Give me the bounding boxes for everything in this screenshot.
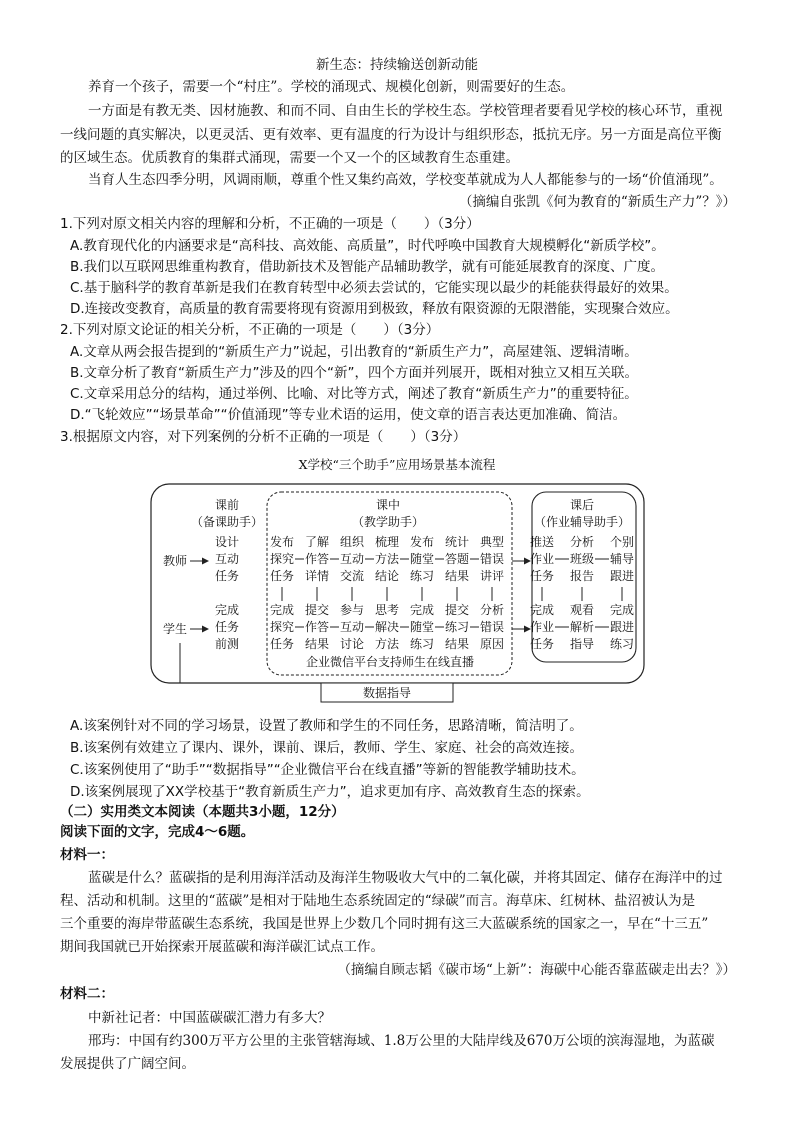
mid-student-col-2-line-1: 提交 <box>304 603 330 617</box>
question-2-option-d[interactable]: D.“飞轮效应”“场景革命”“价值涌现”等专业术语的运用，使文章的语言表达更加准确、简洁。 <box>70 407 627 423</box>
row-teacher-label: 教师 <box>162 554 188 568</box>
mid-teacher-col-7-line-2: 错误 <box>479 552 505 566</box>
material-1-line-2: 程、活动和机制。这里的“蓝碳”是相对于陆地生态系统固定的“绿碳”而言。海草床、红树林、盐沼被认为是 <box>60 893 696 909</box>
material-2-label: 材料二： <box>60 986 114 1002</box>
mid-student-col-4-line-3: 方法 <box>374 637 400 651</box>
mid-student-col-7-line-1: 分析 <box>479 603 505 617</box>
question-1-option-a[interactable]: A.教育现代化的内涵要求是“高科技、高效能、高质量”，时代呼唤中国教育大规模孵化“新质学校”。 <box>70 238 665 254</box>
paragraph-2-line-1: 一方面是有教无类、因材施教、和而不同、自由生长的学校生态。学校管理者要看见学校的核心环节，重视 <box>88 103 723 119</box>
mid-student-col-1-line-1: 完成 <box>269 603 295 617</box>
mid-student-col-1-line-3: 任务 <box>269 637 295 651</box>
mid-teacher-col-2-line-3: 详情 <box>304 569 330 583</box>
post-student-col-2-line-2: 解析 <box>569 620 595 634</box>
material-1-label: 材料一： <box>60 847 114 863</box>
mid-teacher-col-3-line-1: 组织 <box>339 535 365 549</box>
post-student-col-3-line-1: 完成 <box>609 603 635 617</box>
section-2-instruction: 阅读下面的文字，完成4～6题。 <box>60 824 255 840</box>
post-teacher-col-1-line-2: 作业 <box>529 552 555 566</box>
diagram-title: X学校“三个助手”应用场景基本流程 <box>298 457 496 472</box>
mid-teacher-col-1-line-3: 任务 <box>269 569 295 583</box>
mid-teacher-col-1-line-1: 发布 <box>269 535 295 549</box>
mid-student-col-5-line-1: 完成 <box>409 603 435 617</box>
post-teacher-col-3-line-2: 辅导 <box>609 552 635 566</box>
mid-student-col-2-line-3: 结果 <box>304 637 330 651</box>
mid-student-col-6-line-2: 练习 <box>444 620 470 634</box>
mid-teacher-col-5-line-2: 随堂 <box>409 552 435 566</box>
post-teacher-col-2-line-3: 报告 <box>569 569 595 583</box>
mid-student-col-4-line-2: 解决 <box>374 620 400 634</box>
mid-student-col-5-line-3: 练习 <box>409 637 435 651</box>
section-2-heading: （二）实用类文本阅读（本题共3小题，12分） <box>60 804 345 820</box>
mid-teacher-col-4-line-3: 结论 <box>374 569 400 583</box>
mid-student-col-3-line-2: 互动 <box>339 620 365 634</box>
question-3-stem: 3.根据原文内容，对下列案例的分析不正确的一项是（ ）（3分） <box>60 429 467 445</box>
flow-diagram <box>150 483 645 705</box>
mid-teacher-col-6-line-1: 统计 <box>444 535 470 549</box>
post-teacher-col-3-line-3: 跟进 <box>609 569 635 583</box>
material-2-line-1: 中新社记者：中国蓝碳碳汇潜力有多大？ <box>88 1010 331 1026</box>
mid-student-col-4-line-1: 思考 <box>374 603 400 617</box>
passage-source: （摘编自张凯《何为教育的“新质生产力”？》） <box>458 194 736 210</box>
post-teacher-col-1-line-1: 推送 <box>529 535 555 549</box>
mid-teacher-col-3-line-2: 互动 <box>339 552 365 566</box>
material-1-line-1: 蓝碳是什么？蓝碳指的是利用海洋活动及海洋生物吸收大气中的二氧化碳，并将其固定、储存在海洋中的过 <box>88 870 723 886</box>
question-2-option-b[interactable]: B.文章分析了教育“新质生产力”涉及的四个“新”，四个方面并列展开，既相对独立又相互关联。 <box>70 365 639 381</box>
question-1-option-b[interactable]: B.我们以互联网思维重构教育，借助新技术及智能产品辅助教学，就有可能延展教育的深度、广度。 <box>70 259 665 275</box>
paragraph-2-line-2: 一线问题的真实解决，以更灵活、更有效率、更有温度的行为设计与组织形态，抵抗无序。另一方面是高位平衡 <box>60 127 722 143</box>
passage-title: 新生态：持续输送创新动能 <box>316 57 478 73</box>
teacher-pre-2: 互动 <box>214 552 240 566</box>
mid-teacher-col-6-line-2: 答题 <box>444 552 470 566</box>
mid-teacher-col-7-line-3: 讲评 <box>479 569 505 583</box>
stage-pre-label: 课前 <box>214 498 240 512</box>
post-teacher-col-2-line-1: 分析 <box>569 535 595 549</box>
row-student-label: 学生 <box>162 622 188 636</box>
data-guidance-label: 数据指导 <box>362 686 412 700</box>
post-teacher-col-2-line-2: 班级 <box>569 552 595 566</box>
mid-teacher-col-6-line-3: 结果 <box>444 569 470 583</box>
mid-teacher-col-2-line-2: 作答 <box>304 552 330 566</box>
material-1-line-4: 期间我国就已开始探索开展蓝碳和海洋碳汇试点工作。 <box>60 939 384 955</box>
question-3-option-c[interactable]: C.该案例使用了“助手”“数据指导”“企业微信平台在线直播”等新的智能教学辅助技术。 <box>70 762 585 778</box>
stage-pre-sub: （备课助手） <box>190 515 264 529</box>
teacher-pre-1: 设计 <box>214 535 240 549</box>
mid-student-col-3-line-1: 参与 <box>339 603 365 617</box>
live-stream-label: 企业微信平台支持师生在线直播 <box>305 655 475 669</box>
post-student-col-1-line-3: 任务 <box>529 637 555 651</box>
question-3-option-b[interactable]: B.该案例有效建立了课内、课外，课前、课后，教师、学生、家庭、社会的高效连接。 <box>70 740 584 756</box>
material-2-line-2: 邢玙：中国有约300万平方公里的主张管辖海域、1.8万公里的大陆岸线及670万公顷的滨海湿地，为蓝碳 <box>88 1033 715 1049</box>
stage-mid-sub: （教学助手） <box>351 515 425 529</box>
material-1-line-3: 三个重要的海岸带蓝碳生态系统，我国是世界上少数几个同时拥有这三大蓝碳系统的国家之一，早在“十三五” <box>60 916 709 932</box>
mid-student-col-6-line-3: 结果 <box>444 637 470 651</box>
teacher-pre-3: 任务 <box>214 569 240 583</box>
question-1-option-c[interactable]: C.基于脑科学的教育革新是我们在教育转型中必须去尝试的，它能实现以最少的耗能获得最好的效果。 <box>70 280 678 296</box>
mid-student-col-2-line-2: 作答 <box>304 620 330 634</box>
student-pre-1: 完成 <box>214 603 240 617</box>
in-class-columns <box>270 534 504 651</box>
question-2-stem: 2.下列对原文论证的相关分析，不正确的一项是（ ）（3分） <box>60 322 440 338</box>
student-pre-2: 任务 <box>214 620 240 634</box>
stage-mid-label: 课中 <box>375 498 401 512</box>
mid-student-col-7-line-3: 原因 <box>479 637 505 651</box>
paragraph-3: 当育人生态四季分明，风调雨顺，尊重个性又集约高效，学校变革就成为人人都能参与的一场“价值涌现”。 <box>88 172 723 188</box>
post-student-col-3-line-2: 跟进 <box>609 620 635 634</box>
question-3-option-a[interactable]: A.该案例针对不同的学习场景，设置了教师和学生的不同任务，思路清晰，简洁明了。 <box>70 718 583 734</box>
post-teacher-col-3-line-1: 个别 <box>609 535 635 549</box>
mid-student-col-1-line-2: 探究 <box>269 620 295 634</box>
mid-student-col-3-line-3: 讨论 <box>339 637 365 651</box>
question-1-option-d[interactable]: D.连接改变教育，高质量的教育需要将现有资源用到极致，释放有限资源的无限潜能，实现聚合效应。 <box>70 301 679 317</box>
mid-student-col-7-line-2: 错误 <box>479 620 505 634</box>
material-1-source: （摘编自顾志韬《碳市场“上新”：海碳中心能否靠蓝碳走出去？》） <box>337 962 736 978</box>
mid-teacher-col-2-line-1: 了解 <box>304 535 330 549</box>
post-student-col-2-line-3: 指导 <box>569 637 595 651</box>
stage-post-sub: （作业辅导助手） <box>533 515 631 529</box>
mid-teacher-col-4-line-2: 方法 <box>374 552 400 566</box>
question-1-stem: 1.下列对原文相关内容的理解和分析，不正确的一项是（ ）（3分） <box>60 216 480 232</box>
post-student-col-3-line-3: 练习 <box>609 637 635 651</box>
mid-teacher-col-3-line-3: 交流 <box>339 569 365 583</box>
mid-teacher-col-1-line-2: 探究 <box>269 552 295 566</box>
mid-student-col-6-line-1: 提交 <box>444 603 470 617</box>
mid-student-col-5-line-2: 随堂 <box>409 620 435 634</box>
mid-teacher-col-7-line-1: 典型 <box>479 535 505 549</box>
post-student-col-1-line-2: 作业 <box>529 620 555 634</box>
question-2-option-a[interactable]: A.文章从两会报告提到的“新质生产力”说起，引出教育的“新质生产力”，高屋建瓴、逻辑清晰。 <box>70 344 638 360</box>
question-2-option-c[interactable]: C.文章采用总分的结构，通过举例、比喻、对比等方式，阐述了教育“新质生产力”的重要特征。 <box>70 386 638 402</box>
post-student-col-2-line-1: 观看 <box>569 603 595 617</box>
mid-teacher-col-4-line-1: 梳理 <box>374 535 400 549</box>
material-2-line-3: 发展提供了广阔空间。 <box>60 1056 195 1072</box>
data-guidance-connector <box>180 643 321 683</box>
diagram-outer-frame <box>151 484 644 683</box>
mid-teacher-col-5-line-1: 发布 <box>409 535 435 549</box>
student-pre-3: 前测 <box>214 637 240 651</box>
mid-teacher-col-5-line-3: 练习 <box>409 569 435 583</box>
stage-post-label: 课后 <box>569 498 595 512</box>
paragraph-2-line-3: 的区域生态。优质教育的集群式涌现，需要一个又一个的区域教育生态重建。 <box>60 150 519 166</box>
question-3-option-d[interactable]: D.该案例展现了XX学校基于“教育新质生产力”，追求更加有序、高效教育生态的探索。 <box>70 784 590 800</box>
after-class-columns <box>530 534 634 651</box>
paragraph-1: 养育一个孩子，需要一个“村庄”。学校的涌现式、规模化创新，则需要好的生态。 <box>88 79 575 95</box>
post-student-col-1-line-1: 完成 <box>529 603 555 617</box>
post-teacher-col-1-line-3: 任务 <box>529 569 555 583</box>
